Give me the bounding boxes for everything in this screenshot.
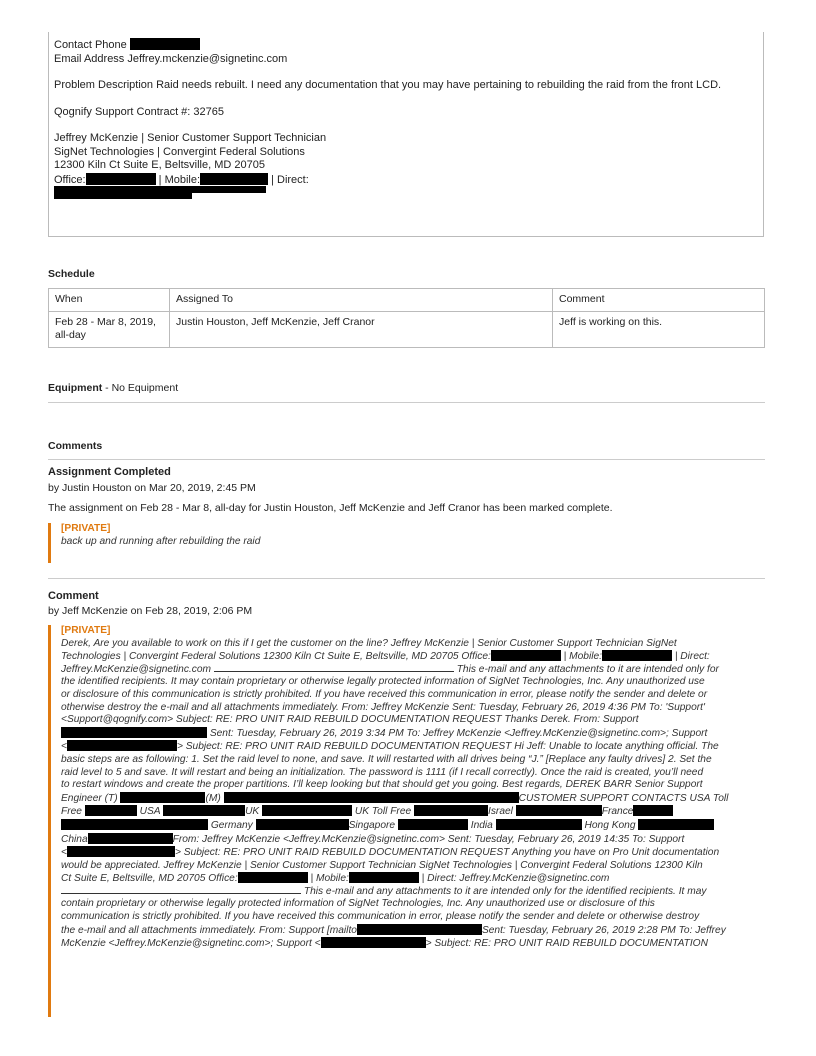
text-line: India: [470, 819, 493, 831]
text-line: Engineer (T): [61, 792, 118, 804]
entry-title: Assignment Completed: [48, 466, 171, 478]
divider: [48, 402, 765, 403]
text-line: From: Jeffrey McKenzie <Jeffrey.McKenzie@signetinc.com> Sent: Tuesday, February 26, 2019 14:35 To: Support: [172, 833, 685, 845]
text-line: Hong Kong: [584, 819, 636, 831]
redaction: [633, 805, 673, 816]
entry-body: The assignment on Feb 28 - Mar 8, all-day for Justin Houston, Jeff McKenzie and Jeff Cranor has been marked complete.: [48, 502, 613, 514]
private-note: [48, 625, 773, 1017]
text-line: Sent: Tuesday, February 26, 2019 3:34 PM To: Jeffrey McKenzie <Jeffrey.McKenzie@signetinc.com>; Support: [209, 727, 708, 739]
text-line: Germany: [210, 819, 253, 831]
text-line: Derek, Are you available to work on this if I get the customer on the line? Jeffrey McKenzie | Senior Customer Support Technician SigNet: [61, 637, 677, 649]
text-line: <: [61, 741, 67, 753]
text-line: to restart windows and create the proper partitions. I’ll keep looking but that should get you going. Best regards, DEREK BARR Senior Support: [61, 779, 703, 791]
signature-name: Jeffrey McKenzie | Senior Customer Support Technician: [54, 132, 327, 144]
text-line: UK Toll Free: [354, 806, 412, 818]
private-note: [48, 523, 748, 563]
text-line: Sent: Tuesday, February 26, 2019 2:28 PM To: Jeffrey: [481, 924, 726, 936]
text-line: This e-mail and any attachments to it are intended only for: [456, 663, 719, 675]
text-line: > Subject: RE: PRO UNIT RAID REBUILD DOCUMENTATION: [425, 938, 708, 950]
text-line: | Mobile:: [158, 173, 201, 186]
text-line: the e-mail and all attachments immediately. From: Support [mailto: [61, 924, 357, 936]
redaction: [54, 193, 192, 199]
text-line: <: [61, 847, 67, 859]
redaction: [349, 872, 419, 883]
col-comment: Comment: [553, 289, 765, 312]
email-line: Email Address Jeffrey.mckenzie@signetinc.com: [54, 52, 288, 65]
text-line: Israel: [488, 806, 513, 818]
private-text: back up and running after rebuilding the raid: [61, 535, 261, 547]
text-line: Ct Suite E, Beltsville, MD 20705 Office:: [61, 873, 238, 885]
redaction: [86, 173, 156, 185]
redaction: [414, 805, 488, 816]
text-line: | Direct:: [271, 173, 309, 186]
divider: [48, 578, 765, 579]
redaction: [61, 819, 208, 830]
contact-details-box: [48, 32, 764, 237]
text-line: USA: [139, 806, 161, 818]
comments-title: Comments: [48, 440, 103, 452]
text-line: raid level to 5 and save. It will restart and being an initialization. The password is 1111 (if I recall correctly). Once the raid is created, you’ll need: [61, 766, 704, 778]
signature-company: SigNet Technologies | Convergint Federal Solutions: [54, 145, 305, 158]
text-line: | Mobile:: [310, 873, 349, 885]
redaction: [88, 833, 173, 844]
text-line: | Direct: Jeffrey.McKenzie@signetinc.com: [421, 873, 610, 885]
text-line: the identified recipients. It may contain proprietary or otherwise legally protected information of SigNet Technologies, Inc. Any unauthorized use: [61, 676, 705, 688]
redaction: [398, 819, 468, 830]
redaction: [256, 819, 349, 830]
redaction: [54, 186, 266, 193]
text-line: | Direct:: [674, 651, 710, 663]
schedule-table: [48, 288, 765, 348]
table-header-row: [49, 289, 765, 312]
cell-comment: Jeff is working on this.: [553, 311, 765, 347]
cell-assigned: Justin Houston, Jeff McKenzie, Jeff Cranor: [170, 311, 553, 347]
text-line: otherwise destroy the e-mail and all attachments immediately. From: Jeffrey McKenzie Sent: Tuesday, February 26, 2019 4:36 PM To: 'Support': [61, 701, 705, 713]
redaction: [516, 805, 602, 816]
text-line: This e-mail and any attachments to it are intended only for the identified recipients. It may: [303, 885, 707, 897]
text-line: basic steps are as following: 1. Set the raid level to none, and save. It will restarted with all drives being “J.” [Replace any faulty drives] 2. Set the: [61, 753, 712, 765]
redaction: [602, 650, 672, 661]
col-when: When: [49, 289, 170, 312]
text-line: France: [601, 806, 634, 818]
redaction: [262, 805, 352, 816]
redaction: [496, 819, 582, 830]
private-tag: [PRIVATE]: [61, 523, 111, 534]
text-line: Free: [61, 806, 82, 818]
redaction: [67, 740, 177, 751]
text-line: Singapore: [348, 819, 396, 831]
redaction: [67, 846, 175, 857]
redaction: [238, 872, 308, 883]
redaction: [491, 650, 561, 661]
entry-title: Comment: [48, 590, 99, 602]
redaction: [61, 727, 207, 738]
text-line: Equipment: [48, 382, 103, 394]
private-email-thread: [61, 638, 773, 951]
text-line: UK: [245, 806, 260, 818]
text-line: (M): [205, 792, 221, 804]
col-assigned: Assigned To: [170, 289, 553, 312]
signature-phones: [54, 173, 755, 188]
redaction: [120, 792, 205, 803]
redaction: [130, 38, 200, 50]
text-line: CUSTOMER SUPPORT CONTACTS USA Toll: [518, 792, 729, 804]
signature-address: 12300 Kiln Ct Suite E, Beltsville, MD 20705: [54, 159, 265, 171]
contact-phone-line: [54, 38, 755, 53]
text-line: > Subject: RE: PRO UNIT RAID REBUILD DOCUMENTATION REQUEST Hi Jeff: Unable to locate anything official. The: [176, 741, 719, 753]
divider: [48, 459, 765, 460]
cell-when: Feb 28 - Mar 8, 2019, all-day: [49, 311, 170, 347]
text-line: communication is strictly prohibited. If you have received this communication in error, please notify the sender and delete or otherwise destroy: [61, 911, 700, 923]
text-line: > Subject: RE: PRO UNIT RAID REBUILD DOCUMENTATION REQUEST Anything you have on Pro Unit documentation: [174, 847, 720, 859]
schedule-title: Schedule: [48, 268, 95, 280]
problem-description: Problem Description Raid needs rebuilt. I need any documentation that you may have pertaining to rebuilding the raid from the front LCD.: [54, 79, 722, 91]
entry-meta: by Jeff McKenzie on Feb 28, 2019, 2:06 PM: [48, 605, 253, 617]
redaction: [224, 792, 519, 803]
text-line: McKenzie <Jeffrey.McKenzie@signetinc.com>; Support <: [61, 938, 321, 950]
text-line: Technologies | Convergint Federal Solutions 12300 Kiln Ct Suite E, Beltsville, MD 20705 Office:: [61, 651, 491, 663]
redaction: [85, 805, 137, 816]
text-line: | Mobile:: [563, 651, 602, 663]
redaction: [321, 937, 426, 948]
text-line: Office:: [54, 173, 86, 186]
text-line: contain proprietary or otherwise legally protected information of SigNet Technologies, Inc. Any unauthorized use or disclosure of this: [61, 898, 655, 910]
text-line: <Support@qognify.com> Subject: RE: PRO UNIT RAID REBUILD DOCUMENTATION REQUEST Thanks Derek. From: Support: [61, 714, 639, 726]
table-row: [49, 311, 765, 347]
equipment-line: [48, 382, 178, 394]
text-line: Contact Phone: [54, 39, 127, 51]
text-line: Jeffrey.McKenzie@signetinc.com: [61, 663, 212, 675]
private-tag: [PRIVATE]: [61, 625, 111, 636]
text-line: - No Equipment: [102, 382, 179, 394]
text-line: or disclosure of this communication is strictly prohibited. If you have received this communication in error, please notify the sender and delete or: [61, 688, 708, 700]
text-line: China: [61, 833, 88, 845]
text-line: would be appreciated. Jeffrey McKenzie | Senior Customer Support Technician SigNet Technologies | Convergint Federal Solutions 12300 Kiln: [61, 859, 703, 871]
redaction: [638, 819, 714, 830]
redaction: [200, 173, 268, 185]
support-contract: Qognify Support Contract #: 32765: [54, 105, 224, 118]
entry-meta: by Justin Houston on Mar 20, 2019, 2:45 PM: [48, 482, 256, 494]
redaction: [163, 805, 245, 816]
redaction: [357, 924, 482, 935]
